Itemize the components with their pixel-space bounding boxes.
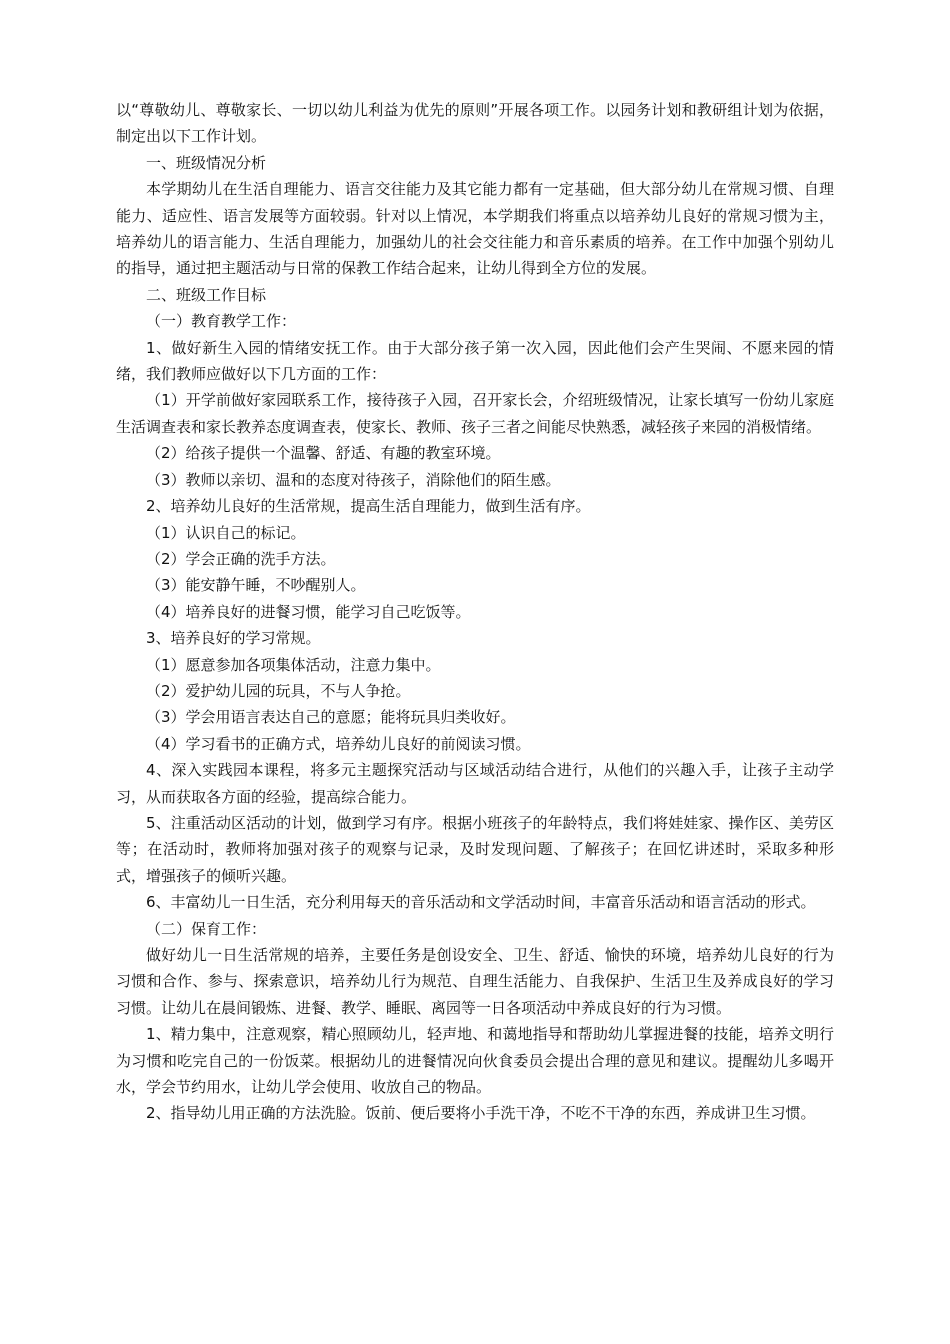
paragraph: 做好幼儿一日生活常规的培养，主要任务是创设安全、卫生、舒适、愉快的环境，培养幼儿良好的行为习惯和合作、参与、探索意识，培养幼儿行为规范、自理生活能力、自我保护、生活卫生及养成良好的学习习惯。让幼儿在晨间锻炼、进餐、教学、睡眠、离园等一日各项活动中养成良好的行为习惯。 <box>116 946 834 1017</box>
list-item: （2）学会正确的洗手方法。 <box>146 549 336 568</box>
list-item: （1）认识自己的标记。 <box>146 523 306 542</box>
list-item: （4）培养良好的进餐习惯，能学习自己吃饭等。 <box>146 602 471 621</box>
list-item: 1、做好新生入园的情绪安抚工作。由于大部分孩子第一次入园，因此他们会产生哭闹、不愿来园的情绪，我们教师应做好以下几方面的工作： <box>116 338 834 384</box>
list-item: 1、精力集中，注意观察，精心照顾幼儿，轻声地、和蔼地指导和帮助幼儿掌握进餐的技能，培养文明行为习惯和吃完自己的一份饭菜。根据幼儿的进餐情况向伙食委员会提出合理的意见和建议。提醒幼儿多喝开水，学会节约用水，让幼儿学会使用、收放自己的物品。 <box>116 1025 834 1097</box>
list-item: （4）学习看书的正确方式，培养幼儿良好的前阅读习惯。 <box>146 734 531 753</box>
subsection-heading: （二）保育工作： <box>146 919 267 938</box>
list-item: （1）开学前做好家园联系工作，接待孩子入园，召开家长会，介绍班级情况，让家长填写一份幼儿家庭生活调查表和家长教养态度调查表，使家长、教师、孩子三者之间能尽快熟悉，减轻孩子来园的消极情绪。 <box>116 391 834 436</box>
list-item: （3）学会用语言表达自己的意愿；能将玩具归类收好。 <box>146 708 516 727</box>
list-item: 6、丰富幼儿一日生活，充分利用每天的音乐活动和文学活动时间，丰富音乐活动和语言活动的形式。 <box>146 893 816 912</box>
section-heading: 一、班级情况分析 <box>146 153 267 172</box>
document-body <box>116 97 834 1127</box>
list-item: 2、指导幼儿用正确的方法洗脸。饭前、便后要将小手洗干净，不吃不干净的东西，养成讲卫生习惯。 <box>146 1104 816 1123</box>
subsection-heading: （一）教育教学工作： <box>146 312 297 331</box>
list-item: 4、深入实践园本课程，将多元主题探究活动与区域活动结合进行，从他们的兴趣入手，让孩子主动学习，从而获取各方面的经验，提高综合能力。 <box>116 761 834 806</box>
paragraph: 本学期幼儿在生活自理能力、语言交往能力及其它能力都有一定基础，但大部分幼儿在常规习惯、自理能力、适应性、语言发展等方面较弱。针对以上情况，本学期我们将重点以培养幼儿良好的常规习惯为主，培养幼儿的语言能力、生活自理能力，加强幼儿的社会交往能力和音乐素质的培养。在工作中加强个别幼儿的指导，通过把主题活动与日常的保教工作结合起来，让幼儿得到全方位的发展。 <box>116 180 834 278</box>
list-item: 2、培养幼儿良好的生活常规，提高生活自理能力，做到生活有序。 <box>146 497 591 516</box>
list-item: 5、注重活动区活动的计划，做到学习有序。根据小班孩子的年龄特点，我们将娃娃家、操作区、美劳区等；在活动时，教师将加强对孩子的观察与记录，及时发现问题、了解孩子；在回忆讲述时，采取多种形式，增强孩子的倾听兴趣。 <box>116 813 834 885</box>
list-item: （3）教师以亲切、温和的态度对待孩子，消除他们的陌生感。 <box>146 470 561 489</box>
section-heading: 二、班级工作目标 <box>146 285 267 304</box>
list-item: （2）给孩子提供一个温馨、舒适、有趣的教室环境。 <box>146 444 501 463</box>
list-item: （2）爱护幼儿园的玩具，不与人争抢。 <box>146 681 411 700</box>
list-item: （3）能安静午睡，不吵醒别人。 <box>146 576 366 595</box>
intro-paragraph: 以“尊敬幼儿、尊敬家长、一切以幼儿利益为优先的原则”开展各项工作。以园务计划和教研组计划为依据，制定出以下工作计划。 <box>116 101 834 146</box>
list-item: 3、培养良好的学习常规。 <box>146 629 321 648</box>
list-item: （1）愿意参加各项集体活动，注意力集中。 <box>146 655 441 674</box>
